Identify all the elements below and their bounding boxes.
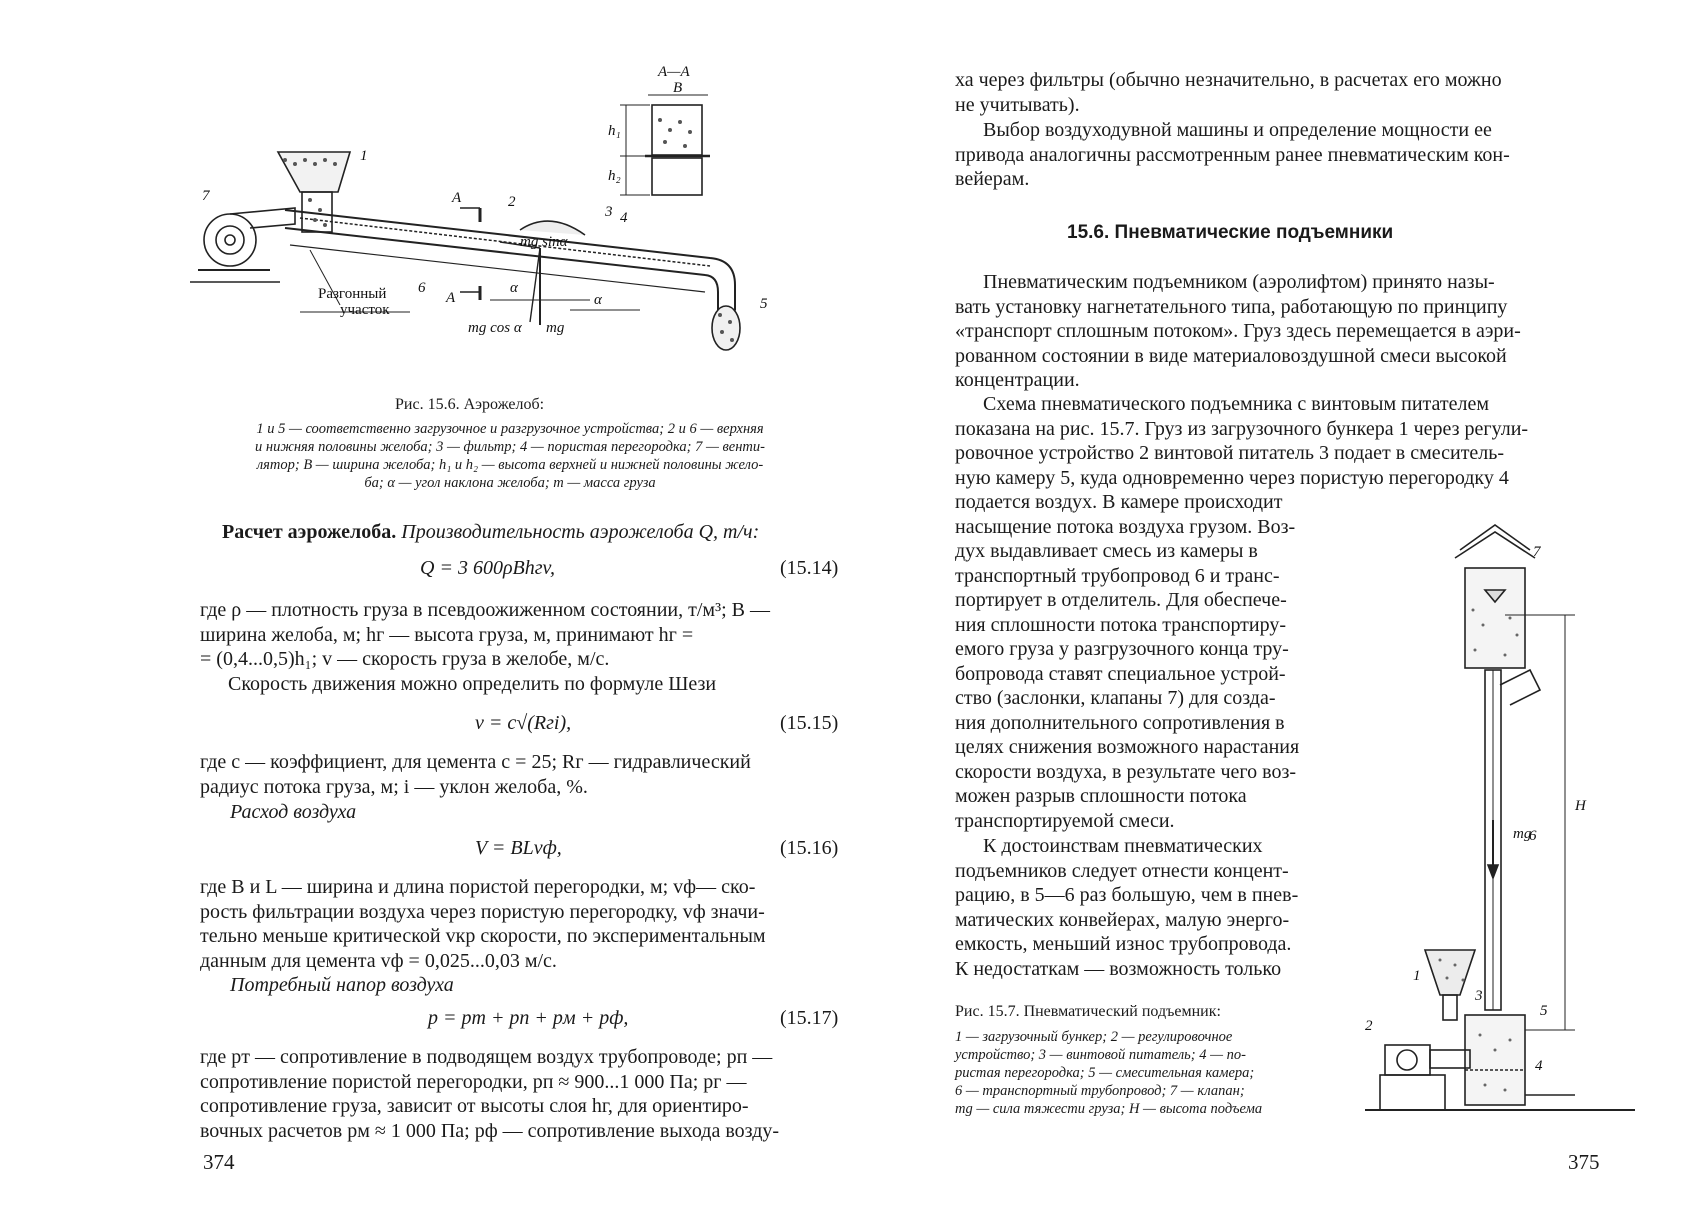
fig156-caption-title: Рис. 15.6. Аэрожелоб:: [395, 396, 545, 413]
fig-label-1: 1: [360, 148, 368, 164]
text-line: рость фильтрации воздуха через пористую перегородку, vф значи-: [200, 900, 765, 923]
paragraph: [955, 270, 1595, 393]
paragraph: [955, 834, 1335, 981]
fig-label-alpha1: α: [510, 280, 518, 296]
fig-label-mg: mg: [546, 320, 565, 336]
fig-label-6: 6: [418, 280, 426, 296]
text-line: привода аналогичны рассмотренным ранее пневматическим кон-: [955, 143, 1510, 166]
caption-line: устройство; 3 — винтовой питатель; 4 — по-: [955, 1047, 1246, 1063]
text-line: ровочное устройство 2 винтовой питатель 3 подает в смеситель-: [955, 442, 1505, 464]
text-line: скорости воздуха, в результате чего воз-: [955, 760, 1297, 783]
text-line: дух выдавливает смесь из камеры в: [955, 540, 1258, 562]
text-line: данным для цемента vф = 0,025...0,03 м/с.: [200, 949, 557, 972]
aerochute-figure: [190, 60, 830, 380]
fig-label-7: 7: [202, 188, 210, 204]
text-line: сопротивление пористой перегородки, pп ≈ 900...1 000 Па; pг —: [200, 1070, 747, 1093]
text-line: вать установку нагнетательного типа, работающую по принципу: [955, 295, 1508, 318]
caption-line: лятор; B — ширина желоба; h₁ и h₂ — высота верхней и нижней половины жело-: [256, 457, 764, 473]
text-line: = (0,4...0,5)h₁; v — скорость груза в желобе, м/с.: [200, 648, 610, 670]
paragraph: [200, 598, 842, 672]
caption-line: 1 — загрузочный бункер; 2 — регулировочное: [955, 1029, 1233, 1045]
text-line: где pт — сопротивление в подводящем воздух трубопроводе; pп —: [200, 1046, 773, 1068]
text-line: транспортный трубопровод 6 и транс-: [955, 564, 1280, 587]
text-line: К достоинствам пневматических: [983, 835, 1263, 857]
fig157-label-2: 2: [1365, 1018, 1373, 1034]
fig-label-B: B: [673, 80, 683, 96]
fig-label-5: 5: [760, 296, 768, 312]
caption-line: mg — сила тяжести груза; H — высота подъема: [955, 1101, 1263, 1117]
calc-heading-line: [222, 520, 759, 545]
fig157-label-7: 7: [1533, 544, 1541, 560]
fig157-label-mg: mg: [1513, 826, 1532, 842]
paragraph: [200, 875, 842, 973]
paragraph: Потребный напор воздуха: [230, 974, 454, 996]
fig-label-A-lower: A: [446, 290, 456, 306]
text-line: емого груза у разгрузочного конца тру-: [955, 638, 1289, 660]
text-line: портирует в отделитель. Для обеспече-: [955, 589, 1287, 611]
text-line: не учитывать).: [955, 93, 1080, 116]
page-number-right: 375: [1568, 1150, 1600, 1174]
fig-label-2: 2: [508, 194, 516, 210]
caption-line: ристая перегородка; 5 — смесительная камера;: [955, 1065, 1255, 1081]
text-line: где c — коэффициент, для цемента c = 25; Rг — гидравлический: [200, 751, 751, 773]
text-line: ную камеру 5, куда одновременно через пористую перегородку 4: [955, 466, 1509, 489]
text-line: ство (заслонки, клапаны 7) для созда-: [955, 687, 1276, 709]
text-line: бопровода ставят специальное устрой-: [955, 662, 1286, 685]
text-line: где ρ — плотность груза в псевдоожиженном состоянии, т/м³; B —: [200, 599, 770, 621]
text-line: можен разрыв сплошности потока: [955, 785, 1247, 807]
paragraph: Расход воздуха: [230, 801, 357, 823]
fig157-label-H: H: [1575, 798, 1586, 814]
text-line: целях снижения возможного нарастания: [955, 736, 1300, 758]
fig-label-3: 3: [605, 204, 613, 220]
caption-line: ба; α — угол наклона желоба; m — масса груза: [364, 475, 656, 491]
text-line: концентрации.: [955, 369, 1080, 391]
equation-15-16: V = BLvф,: [475, 837, 562, 859]
paragraph: [955, 392, 1595, 490]
text-line: К недостаткам — возможность только: [955, 957, 1282, 980]
fig-label-accel-1: Разгонный: [318, 286, 387, 302]
caption-line: и нижняя половины желоба; 3 — фильтр; 4 — пористая перегородка; 7 — венти-: [255, 439, 765, 455]
caption-line: 6 — транспортный трубопровод; 7 — клапан;: [955, 1083, 1245, 1099]
fig157-caption: [955, 1028, 1325, 1118]
section-lower-box: [652, 158, 702, 195]
section-upper-box: [652, 105, 702, 155]
text-line: Выбор воздуходувной машины и определение мощности ее: [983, 119, 1492, 141]
text-line: матических конвейерах, малую энерго-: [955, 908, 1290, 931]
equation-number: (15.15): [780, 712, 839, 734]
text-line: транспортируемой смеси.: [955, 809, 1175, 832]
text-line: вейерам.: [955, 168, 1030, 190]
fig-label-mgcos: mg cos α: [468, 320, 522, 336]
equation-15-14: Q = 3 600ρBhгv,: [420, 557, 555, 579]
paragraph: [955, 118, 1595, 192]
fig-label-accel-2: участок: [340, 302, 390, 318]
paragraph: [955, 490, 1335, 833]
fig157-label-1: 1: [1413, 968, 1421, 984]
equation-15-15: v = c√(Rгi),: [475, 712, 572, 734]
fig156-caption: [195, 420, 825, 492]
fig-label-section: А—А: [658, 64, 690, 80]
calc-intro: Производительность аэрожелоба Q, т/ч:: [401, 521, 760, 543]
fig157-label-6: 6: [1529, 828, 1537, 844]
fig-label-h2: h₂: [608, 168, 621, 184]
text-line: показана на рис. 15.7. Груз из загрузочного бункера 1 через регули-: [955, 417, 1529, 440]
fig-label-4: 4: [620, 210, 628, 226]
text-line: насыщение потока воздуха грузом. Воз-: [955, 515, 1296, 538]
fig157-caption-title: Рис. 15.7. Пневматический подъемник:: [955, 1003, 1221, 1020]
equation-number: (15.16): [780, 837, 839, 859]
text-line: ха через фильтры (обычно незначительно, в расчетах его можно: [955, 69, 1502, 91]
fig157-label-3: 3: [1475, 988, 1483, 1004]
text-line: рованном состоянии в виде материаловоздушной смеси высокой: [955, 344, 1507, 367]
text-line: тельно меньше критической vкр скорости, по экспериментальным: [200, 925, 766, 947]
equation-number: (15.17): [780, 1007, 839, 1029]
paragraph: [200, 750, 842, 799]
fig157-label-4: 4: [1535, 1058, 1543, 1074]
paragraph: [200, 1045, 842, 1143]
text-line: рацию, в 5—6 раз большую, чем в пнев-: [955, 884, 1299, 906]
text-line: подается воздух. В камере происходит: [955, 491, 1283, 513]
text-line: сопротивление груза, зависит от высоты слоя hг, для ориентиро-: [200, 1095, 749, 1117]
pneumatic-lift-figure: [1345, 510, 1645, 1130]
text-line: где B и L — ширина и длина пористой перегородки, м; vф— ско-: [200, 876, 756, 898]
fig-label-alpha2: α: [594, 292, 602, 308]
equation-number: (15.14): [780, 557, 839, 579]
section-heading: 15.6. Пневматические подъемники: [1067, 222, 1394, 243]
text-line: подъемников следует отнести концент-: [955, 859, 1289, 882]
page-number-left: 374: [203, 1150, 235, 1174]
text-line: «транспорт сплошным потоком». Груз здесь перемещается в аэри-: [955, 320, 1521, 342]
text-line: ширина желоба, м; hг — высота груза, м, принимают hг =: [200, 623, 694, 646]
text-line: вочных расчетов pм ≈ 1 000 Па; pф — сопротивление выхода возду-: [200, 1119, 780, 1142]
text-line: емкость, меньший износ трубопровода.: [955, 933, 1292, 955]
equation-15-17: p = pт + pп + pм + pф,: [428, 1007, 629, 1029]
caption-line: 1 и 5 — соответственно загрузочное и разгрузочное устройства; 2 и 6 — верхняя: [256, 421, 764, 437]
text-line: Пневматическим подъемником (аэролифтом) принято назы-: [983, 271, 1495, 293]
fig-label-h1: h₁: [608, 123, 621, 139]
text-line: ния дополнительного сопротивления в: [955, 711, 1285, 734]
paragraph: [955, 68, 1595, 117]
paragraph: Скорость движения можно определить по формуле Шези: [228, 673, 717, 695]
fig-label-A-upper: A: [452, 190, 462, 206]
text-line: ния сплошности потока транспортиру-: [955, 613, 1287, 636]
text-line: Схема пневматического подъемника с винтовым питателем: [983, 393, 1490, 415]
text-line: радиус потока груза, м; i — уклон желоба, %.: [200, 775, 588, 798]
fig-label-mgsin: mg sinα: [520, 234, 568, 250]
calc-heading: Расчет аэрожелоба.: [222, 521, 397, 543]
fig157-label-5: 5: [1540, 1003, 1548, 1019]
